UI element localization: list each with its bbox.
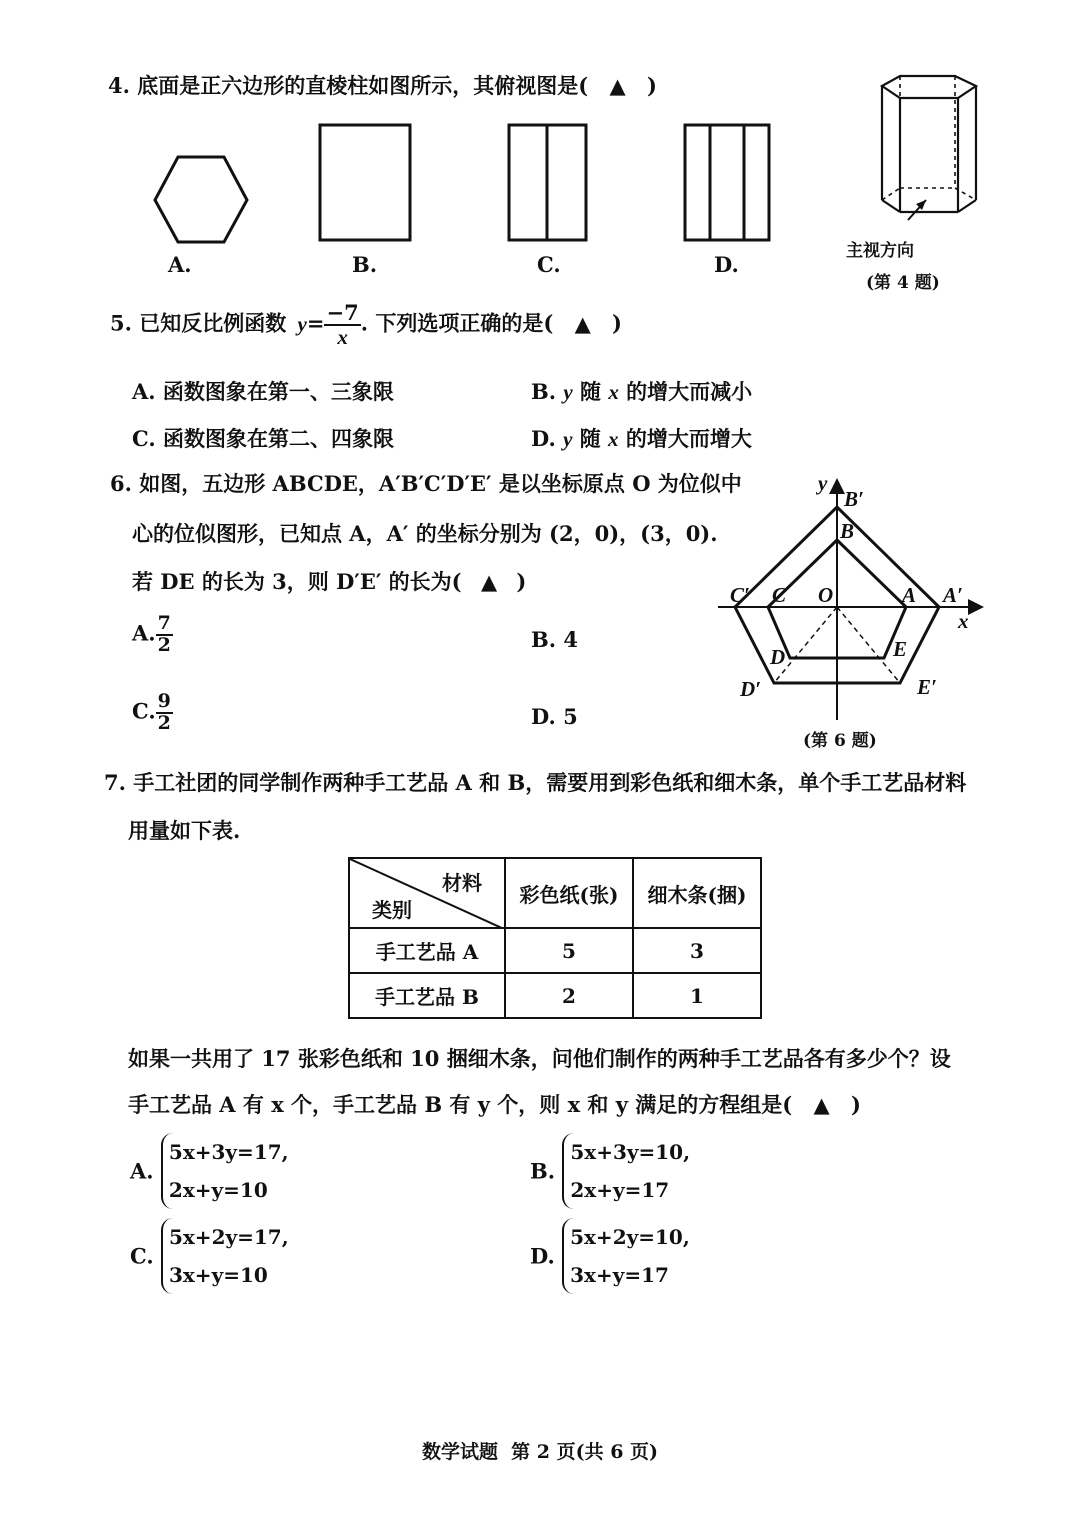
q6-option-c: C. $\frac{9}{2}$ — [132, 690, 171, 734]
answer-blank: ▲ — [813, 1092, 830, 1117]
q5-fraction-denominator: x — [337, 325, 348, 350]
table-corner-cell — [349, 858, 505, 928]
option-a-hexagon — [155, 157, 247, 242]
q6-figure-caption: (第 6 题) — [803, 731, 877, 751]
q7-option-c: C. 5x+2y=17, 3x+y=10 — [130, 1218, 289, 1294]
q6-option-b: B. 4 — [531, 627, 578, 652]
label-A-prime: A′ — [943, 583, 963, 607]
option-b-rect — [320, 125, 410, 240]
q4-figure-caption: (第 4 题) — [866, 273, 940, 293]
answer-blank: ▲ — [480, 569, 498, 594]
q4-prism-figure — [860, 70, 1000, 240]
q5-option-b: B. y 随 x 的增大而减小 — [531, 379, 753, 404]
corner-bottom-label: 类别 — [372, 898, 412, 922]
label-O: O — [818, 583, 834, 607]
label-E-prime: E′ — [917, 675, 937, 699]
q7-option-d: D. 5x+2y=10, 3x+y=17 — [530, 1218, 690, 1294]
q7-materials-table — [348, 857, 762, 1019]
label-A: A — [902, 583, 917, 607]
table-row: 手工艺品 B 2 1 — [349, 973, 761, 1018]
q6-line-3: 若 DE 的长为 3，则 D′E′ 的长为( ▲ ) — [132, 569, 527, 594]
label-x: x — [958, 609, 969, 633]
q6-option-a: A. $\frac{7}{2}$ — [132, 612, 171, 656]
q7-question-line-1: 如果一共用了 17 张彩色纸和 10 捆细木条，问他们制作的两种手工艺品各有多少个？设 — [128, 1046, 951, 1071]
page-footer: 数学试题 第 2 页(共 6 页) — [421, 1441, 659, 1463]
q6-line-2: 心的位似图形，已知点 A，A′ 的坐标分别为 (2，0)，(3，0). — [132, 521, 718, 546]
option-d-rect — [685, 125, 769, 240]
q5-option-d: D. y 随 x 的增大而增大 — [531, 426, 752, 451]
q4-stem: 4. 底面是正六边形的直棱柱如图所示，其俯视图是( ▲ ) — [108, 73, 657, 98]
label-C-prime: C′ — [730, 583, 750, 607]
q4-option-figures — [120, 110, 800, 290]
q4-option-c-label: C. — [537, 252, 561, 277]
q6-option-d: D. 5 — [531, 704, 578, 729]
q4-option-b-label: B. — [352, 252, 378, 277]
q4-option-d-label: D. — [714, 252, 739, 277]
label-C: C — [772, 583, 787, 607]
table-header: 细木条(捆) — [633, 858, 761, 928]
q6-line-1: 6. 如图，五边形 ABCDE，A′B′C′D′E′ 是以坐标原点 O 为位似中 — [110, 471, 742, 496]
q5-fraction-numerator: −7 — [326, 300, 359, 325]
corner-top-label: 材料 — [442, 871, 482, 895]
q7-question-line-2: 手工艺品 A 有 x 个，手工艺品 B 有 y 个，则 x 和 y 满足的方程组是( ▲ ) — [128, 1092, 861, 1117]
q7-option-a: A. 5x+3y=17, 2x+y=10 — [130, 1133, 289, 1209]
answer-blank: ▲ — [609, 73, 626, 98]
label-B-prime: B′ — [844, 487, 864, 511]
q5-option-a: A. 函数图象在第一、三象限 — [132, 379, 394, 404]
label-D: D — [770, 645, 786, 669]
q6-homothety-figure — [700, 470, 1000, 740]
table-row: 手工艺品 A 5 3 — [349, 928, 761, 973]
label-B: B — [840, 519, 855, 543]
answer-blank: ▲ — [574, 310, 591, 336]
q4-view-direction-label: 主视方向 — [846, 241, 914, 261]
q4-option-a-label: A. — [168, 252, 192, 277]
q7-line-2: 用量如下表. — [128, 818, 241, 843]
label-D-prime: D′ — [740, 677, 762, 701]
q5-option-c: C. 函数图象在第二、四象限 — [132, 426, 394, 451]
label-y: y — [818, 471, 828, 495]
q7-line-1: 7. 手工社团的同学制作两种手工艺品 A 和 B，需要用到彩色纸和细木条，单个手工艺品材料 — [104, 770, 967, 795]
q7-option-b: B. 5x+3y=10, 2x+y=17 — [530, 1133, 690, 1209]
table-header: 彩色纸(张) — [505, 858, 633, 928]
label-E: E — [893, 637, 908, 661]
q5-stem: 5. 已知反比例函数 y= $\frac{-7}{x}$ . 下列选项正确的是( ▲ ) — [110, 300, 622, 350]
